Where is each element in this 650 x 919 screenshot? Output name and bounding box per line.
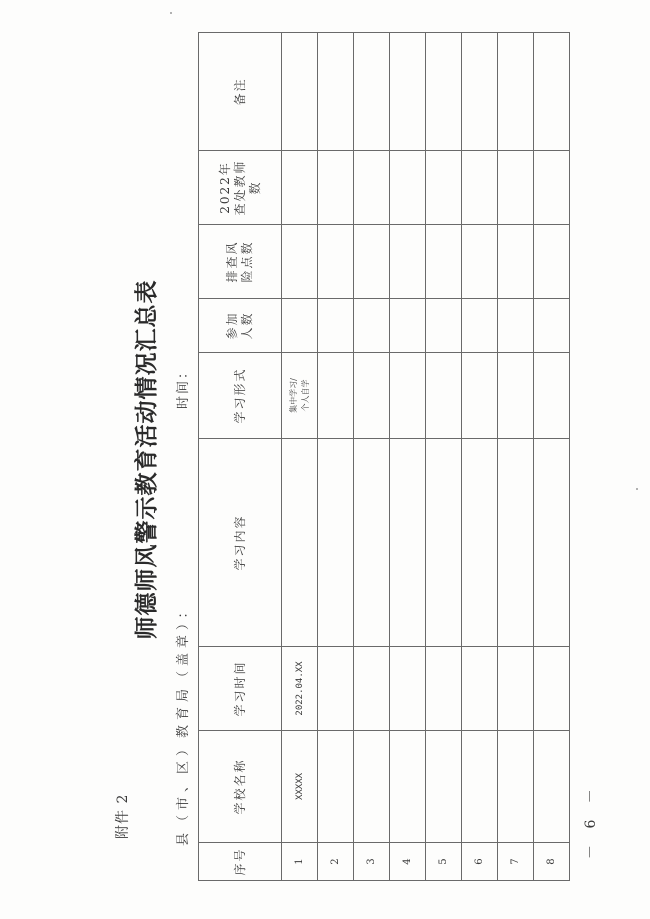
county-seal-line: 县（市、区）教育局（盖章）： <box>176 600 191 846</box>
table-row <box>498 33 534 881</box>
cell-empty <box>462 353 498 439</box>
cell-empty <box>426 731 462 843</box>
cell-index: 6 <box>462 843 498 881</box>
cell-empty <box>426 439 462 647</box>
cell-empty <box>498 225 534 299</box>
page-number: － 6 － <box>583 783 599 859</box>
cell-empty <box>354 33 390 151</box>
cell-empty <box>354 439 390 647</box>
cell-school: XXXXX <box>282 731 318 843</box>
cell-empty <box>462 731 498 843</box>
cell-empty <box>354 353 390 439</box>
cell-empty <box>354 225 390 299</box>
cell-empty <box>426 353 462 439</box>
cell-empty <box>426 33 462 151</box>
table-row <box>318 33 354 881</box>
cell-empty <box>462 33 498 151</box>
cell-empty <box>534 439 570 647</box>
cell-index: 2 <box>318 843 354 881</box>
cell-empty <box>390 299 426 353</box>
cell-form-line1: 集中学习/ <box>288 378 298 413</box>
cell-index: 8 <box>534 843 570 881</box>
cell-investigated <box>282 151 318 225</box>
cell-content <box>282 439 318 647</box>
header-form: 学习形式 <box>199 353 282 439</box>
cell-form <box>282 353 318 439</box>
table-row <box>426 33 462 881</box>
cell-index: 4 <box>390 843 426 881</box>
cell-empty <box>498 33 534 151</box>
cell-empty <box>462 225 498 299</box>
cell-empty <box>318 225 354 299</box>
cell-empty <box>498 299 534 353</box>
cell-empty <box>462 647 498 731</box>
cell-empty <box>534 299 570 353</box>
cell-index: 7 <box>498 843 534 881</box>
cell-empty <box>318 151 354 225</box>
cell-empty <box>426 225 462 299</box>
cell-empty <box>390 353 426 439</box>
cell-empty <box>426 151 462 225</box>
header-content: 学习内容 <box>199 439 282 647</box>
header-date: 学习时间 <box>199 647 282 731</box>
cell-empty <box>318 439 354 647</box>
table-row <box>462 33 498 881</box>
cell-empty <box>534 731 570 843</box>
header-participants: 参加人数 <box>199 299 282 353</box>
header-risks: 排查风险点数 <box>199 225 282 299</box>
table-header-row <box>199 33 282 881</box>
cell-empty <box>534 353 570 439</box>
cell-form-line2: 个人自学 <box>300 379 310 412</box>
cell-empty <box>318 647 354 731</box>
cell-empty <box>390 731 426 843</box>
cell-empty <box>426 647 462 731</box>
cell-empty <box>498 439 534 647</box>
cell-empty <box>390 647 426 731</box>
cell-empty <box>426 299 462 353</box>
cell-participants <box>282 299 318 353</box>
cell-empty <box>354 151 390 225</box>
cell-empty <box>498 647 534 731</box>
table-row <box>354 33 390 881</box>
cell-index: 5 <box>426 843 462 881</box>
cell-empty <box>390 151 426 225</box>
cell-empty <box>390 33 426 151</box>
cell-empty <box>318 731 354 843</box>
cell-empty <box>534 225 570 299</box>
cell-empty <box>354 299 390 353</box>
header-index: 序号 <box>199 843 282 881</box>
cell-empty <box>462 439 498 647</box>
cell-empty <box>318 299 354 353</box>
cell-empty <box>390 439 426 647</box>
cell-date: 2022.04.XX <box>282 647 318 731</box>
cell-notes <box>282 33 318 151</box>
cell-empty <box>498 731 534 843</box>
cell-empty <box>534 151 570 225</box>
attachment-label: 附件 2 <box>115 793 131 839</box>
cell-empty <box>534 647 570 731</box>
page-title: 师德师风警示教育活动情况汇总表 <box>133 279 160 640</box>
time-label: 时间： <box>176 363 191 409</box>
table-row <box>390 33 426 881</box>
cell-empty <box>354 731 390 843</box>
table-row <box>282 33 318 881</box>
cell-risks <box>282 225 318 299</box>
cell-empty <box>318 353 354 439</box>
header-investigated: 2022年查处教师数 <box>199 151 282 225</box>
cell-empty <box>462 299 498 353</box>
cell-empty <box>462 151 498 225</box>
cell-empty <box>498 151 534 225</box>
cell-index: 3 <box>354 843 390 881</box>
summary-table <box>198 32 570 881</box>
header-school: 学校名称 <box>199 731 282 843</box>
cell-empty <box>354 647 390 731</box>
cell-empty <box>390 225 426 299</box>
header-notes: 备注 <box>199 33 282 151</box>
cell-empty <box>318 33 354 151</box>
cell-empty <box>534 33 570 151</box>
cell-empty <box>498 353 534 439</box>
cell-index: 1 <box>282 843 318 881</box>
table-row <box>534 33 570 881</box>
